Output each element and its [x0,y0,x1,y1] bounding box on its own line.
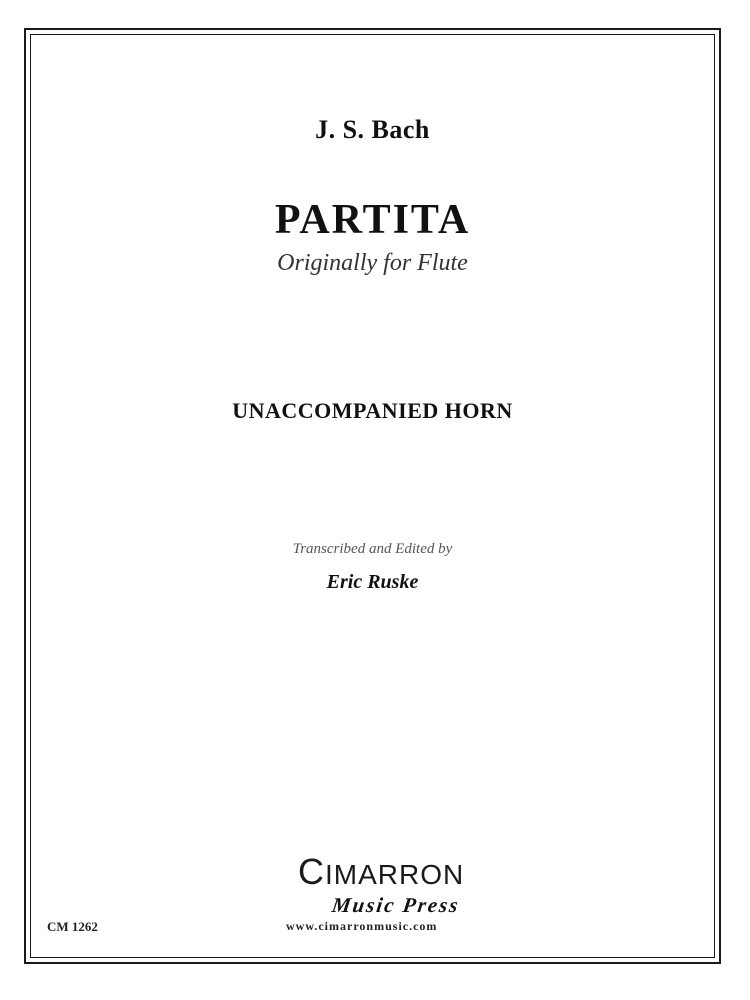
publisher-logo [286,851,470,938]
logo-initial: C [298,851,325,892]
publisher-logo-subtitle: Music Press [330,893,462,917]
publisher-logo-wordmark [298,851,465,892]
publisher-url: www.cimarronmusic.com [286,919,438,933]
page-inner-border [30,34,715,958]
composer-name: J. S. Bach [315,115,430,144]
credit-label: Transcribed and Edited by [292,541,453,557]
catalog-number: CM 1262 [47,919,98,934]
logo-rest: IMARRON [325,859,465,890]
work-subtitle: Originally for Flute [277,250,468,276]
work-title: PARTITA [274,197,471,243]
editor-name: Eric Ruske [326,571,419,593]
instrumentation: UNACCOMPANIED HORN [232,398,513,423]
